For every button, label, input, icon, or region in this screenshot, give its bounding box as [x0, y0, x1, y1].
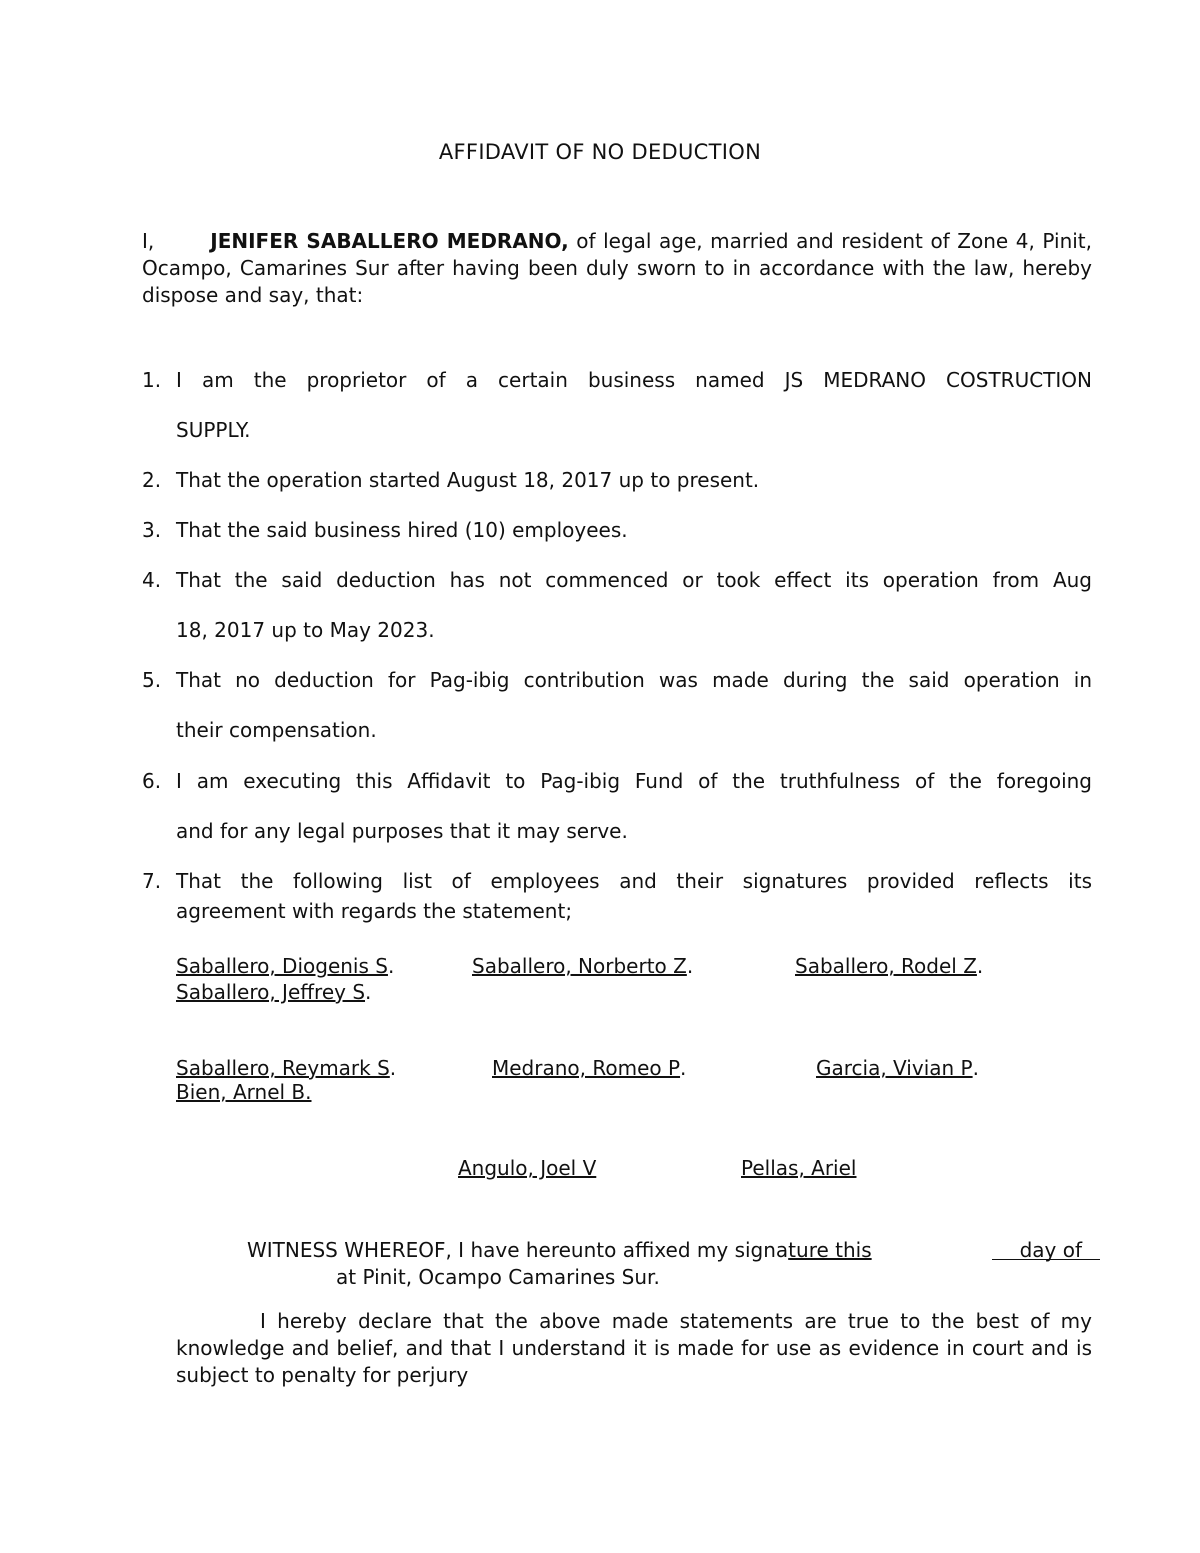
- employee-signature: Saballero, Diogenis S.: [176, 954, 395, 978]
- item-line: That the following list of employees and their signatures provided reflects its: [176, 869, 1092, 893]
- list-item: [142, 505, 1092, 555]
- item-line: That no deduction for Pag-ibig contribution was made during the said operation in: [176, 668, 1092, 692]
- list-item: [142, 856, 1092, 926]
- employee-signature: Saballero, Jeffrey S.: [176, 980, 372, 1004]
- employee-signature: Saballero, Reymark S.: [176, 1056, 397, 1080]
- item-line: That the said business hired (10) employees.: [176, 518, 628, 542]
- day-blank: day of: [992, 1238, 1100, 1260]
- employee-signature: Saballero, Rodel Z.: [795, 954, 984, 978]
- declaration-paragraph: I hereby declare that the above made statements are true to the best of my knowledge and belief, and that I understand it is made for use as evidence in court and is subject to penalty for perjury: [176, 1309, 1092, 1387]
- item-line: I am executing this Affidavit to Pag-ibig Fund of the truthfulness of the foregoing: [176, 769, 1092, 793]
- list-item: [142, 655, 1092, 755]
- employee-signature: Garcia, Vivian P.: [816, 1056, 979, 1080]
- item-number: 5.: [142, 668, 162, 692]
- employee-signature: Angulo, Joel V: [458, 1156, 597, 1180]
- item-line: That the operation started August 18, 2017 up to present.: [176, 468, 760, 492]
- intro-text: of legal age, married and resident of Zone 4, Pinit, Ocampo, Camarines Sur after having been duly sworn to in accordance with the law, hereby dispose and say, that:: [142, 229, 1092, 307]
- item-line: agreement with regards the statement;: [176, 899, 573, 923]
- intro-pronoun: I,: [142, 229, 155, 253]
- list-item: [142, 455, 1092, 505]
- list-item: [142, 756, 1092, 856]
- employee-signature: Bien, Arnel B.: [176, 1080, 312, 1104]
- item-number: 2.: [142, 468, 162, 492]
- item-number: 4.: [142, 568, 162, 592]
- witness-text: WITNESS WHEREOF, I have hereunto affixed my signa: [247, 1238, 789, 1262]
- witness-text-underlined: ture this: [788, 1238, 872, 1262]
- list-item: [142, 555, 1092, 655]
- item-line: and for any legal purposes that it may serve.: [176, 819, 628, 843]
- item-line: 18, 2017 up to May 2023.: [176, 618, 435, 642]
- list-item: [142, 355, 1092, 455]
- item-line: SUPPLY.: [176, 418, 251, 442]
- witness-clause: [247, 1238, 872, 1262]
- item-line: I am the proprietor of a certain business named JS MEDRANO COSTRUCTION: [176, 368, 1092, 392]
- employee-signature: Saballero, Norberto Z.: [472, 954, 694, 978]
- item-line: That the said deduction has not commenced or took effect its operation from Aug: [176, 568, 1092, 592]
- employee-signature: Medrano, Romeo P.: [492, 1056, 687, 1080]
- affiant-name: JENIFER SABALLERO MEDRANO,: [210, 229, 569, 253]
- witness-place: at Pinit, Ocampo Camarines Sur.: [336, 1265, 660, 1289]
- item-number: 7.: [142, 869, 162, 893]
- item-line: their compensation.: [176, 718, 377, 742]
- intro-paragraph: [142, 228, 1092, 309]
- item-number: 3.: [142, 518, 162, 542]
- employee-signature: Pellas, Ariel: [741, 1156, 857, 1180]
- item-number: 1.: [142, 368, 162, 392]
- document-title: AFFIDAVIT OF NO DEDUCTION: [438, 140, 762, 164]
- item-number: 6.: [142, 769, 162, 793]
